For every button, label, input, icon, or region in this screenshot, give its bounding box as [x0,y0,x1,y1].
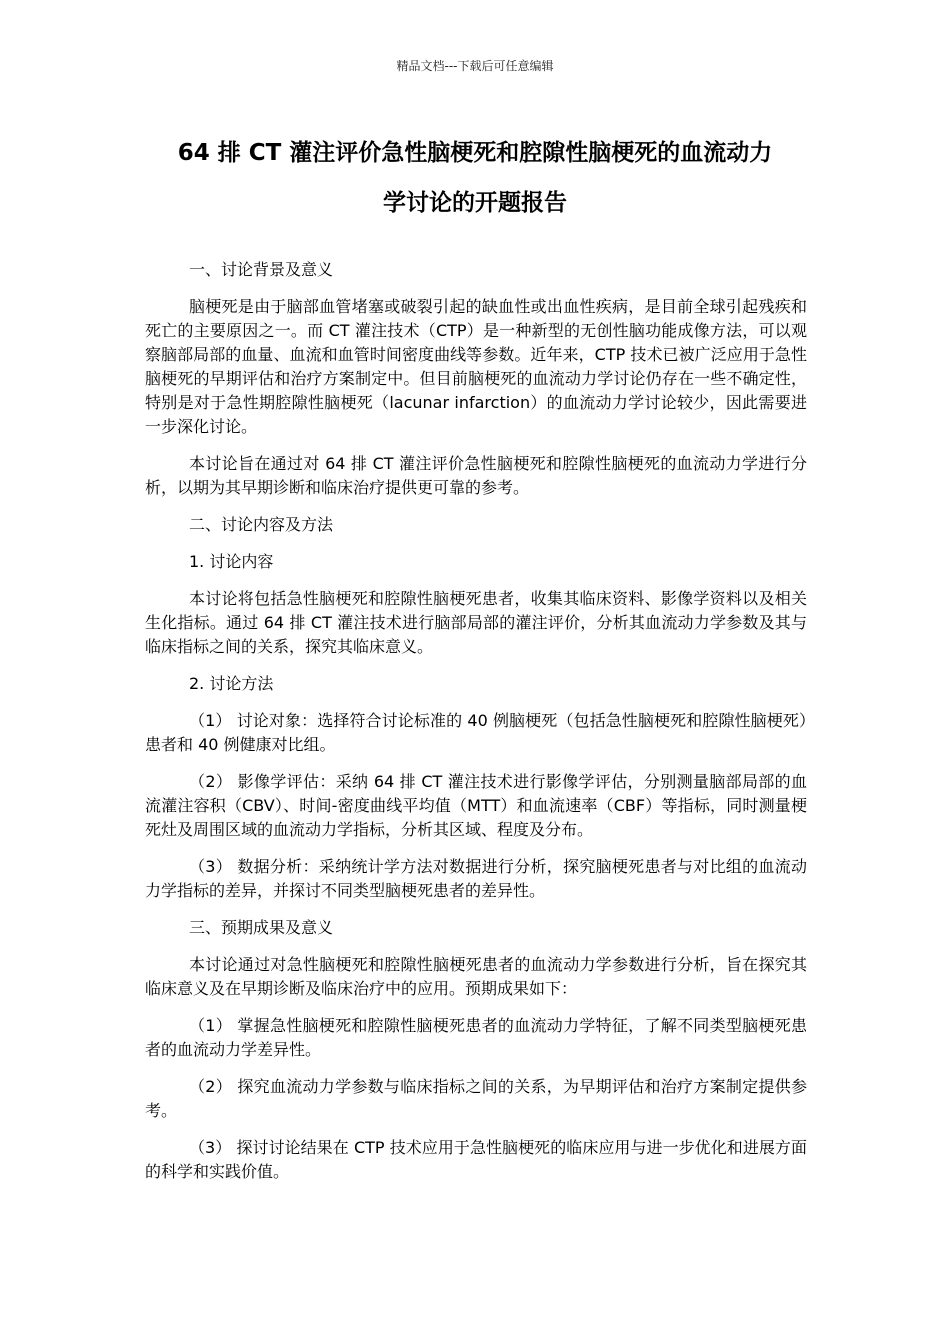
section-heading-2: 二、讨论内容及方法 [189,515,334,534]
section-heading-1: 一、讨论背景及意义 [189,260,334,279]
result-item-2: （2） 探究血流动力学参数与临床指标之间的关系，为早期评估和治疗方案制定提供参考。 [145,1077,807,1120]
subheading-content: 1. 讨论内容 [189,552,274,571]
paragraph: 本讨论旨在通过对 64 排 CT 灌注评价急性脑梗死和腔隙性脑梗死的血流动力学进行分析，以期为其早期诊断和临床治疗提供更可靠的参考。 [145,454,807,497]
paragraph: 本讨论通过对急性脑梗死和腔隙性脑梗死患者的血流动力学参数进行分析，旨在探究其临床意义及在早期诊断及临床治疗中的应用。预期成果如下： [145,955,807,998]
title-line-2: 学讨论的开题报告 [383,190,567,216]
subheading-method: 2. 讨论方法 [189,674,274,693]
method-item-2: （2） 影像学评估：采纳 64 排 CT 灌注技术进行影像学评估，分别测量脑部局部的血流灌注容积（CBV）、时间-密度曲线平均值（MTT）和血流速率（CBF）等指标，同时测量梗死灶及周围区域的血流动力学指标，分析其区域、程度及分布。 [145,772,807,839]
result-item-1: （1） 掌握急性脑梗死和腔隙性脑梗死患者的血流动力学特征，了解不同类型脑梗死患者的血流动力学差异性。 [145,1016,807,1059]
document-body [145,258,807,1197]
result-item-3: （3） 探讨讨论结果在 CTP 技术应用于急性脑梗死的临床应用与进一步优化和进展方面的科学和实践价值。 [145,1138,807,1181]
section-heading-3: 三、预期成果及意义 [189,918,334,937]
paragraph: 本讨论将包括急性脑梗死和腔隙性脑梗死患者，收集其临床资料、影像学资料以及相关生化指标。通过 64 排 CT 灌注技术进行脑部局部的灌注评价，分析其血流动力学参数及其与临床指标之间的关系，探究其临床意义。 [145,589,807,656]
paragraph: 脑梗死是由于脑部血管堵塞或破裂引起的缺血性或出血性疾病，是目前全球引起残疾和死亡的主要原因之一。而 CT 灌注技术（CTP）是一种新型的无创性脑功能成像方法，可以观察脑部局部的血量、血流和血管时间密度曲线等参数。近年来，CTP 技术已被广泛应用于急性脑梗死的早期评估和治疗方案制定中。但目前脑梗死的血流动力学讨论仍存在一些不确定性，特别是对于急性期腔隙性脑梗死（lacunar infarction）的血流动力学讨论较少，因此需要进一步深化讨论。 [145,297,807,436]
method-item-3: （3） 数据分析：采纳统计学方法对数据进行分析，探究脑梗死患者与对比组的血流动力学指标的差异，并探讨不同类型脑梗死患者的差异性。 [145,857,807,900]
method-item-1: （1） 讨论对象：选择符合讨论标准的 40 例脑梗死（包括急性脑梗死和腔隙性脑梗死）患者和 40 例健康对比组。 [145,711,807,754]
page-header: 精品文档---下载后可任意编辑 [396,59,554,73]
document-title [140,128,810,228]
title-line-1: 64 排 CT 灌注评价急性脑梗死和腔隙性脑梗死的血流动力 [177,140,773,166]
